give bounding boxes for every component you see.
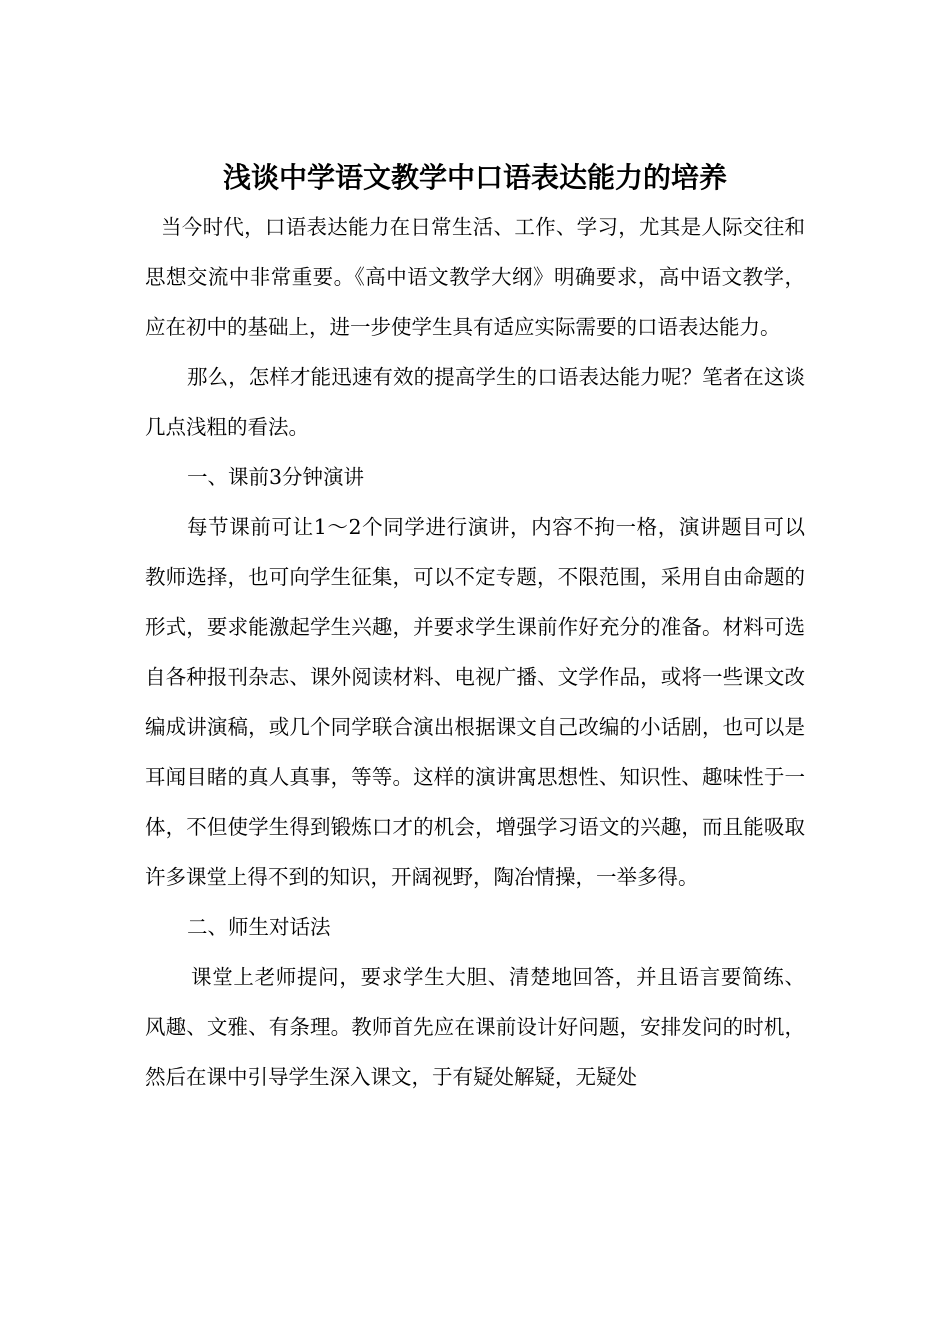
section-heading-1: 一、课前3分钟演讲 [187,465,365,489]
paragraph-speech: 每节课前可让1～2个同学进行演讲，内容不拘一格，演讲题目可以教师选择，也可向学生征集，可以不定专题，不限范围，采用自由命题的形式，要求能激起学生兴趣，并要求学生课前作好充分的准备。材料可选自各种报刊杂志、课外阅读材料、电视广播、文学作品，或将一些课文改编成讲演稿，或几个同学联合演出根据课文自己改编的小话剧，也可以是耳闻目睹的真人真事，等等。这样的演讲寓思想性、知识性、趣味性于一体，不但使学生得到锻炼口才的机会，增强学习语文的兴趣，而且能吸取许多课堂上得不到的知识，开阔视野，陶冶情操，一举多得。 [145,515,805,889]
paragraph-dialogue: 课堂上老师提问，要求学生大胆、清楚地回答，并且语言要简练、风趣、文雅、有条理。教师首先应在课前设计好问题，安排发问的时机，然后在课中引导学生深入课文，于有疑处解疑，无疑处 [145,965,805,1089]
document-title: 浅谈中学语文教学中口语表达能力的培养 [222,161,727,194]
document-body [145,202,805,1102]
paragraph-question: 那么，怎样才能迅速有效的提高学生的口语表达能力呢？笔者在这谈几点浅粗的看法。 [145,365,805,439]
section-heading-2: 二、师生对话法 [187,915,331,939]
paragraph-intro: 当今时代，口语表达能力在日常生活、工作、学习，尤其是人际交往和思想交流中非常重要。《高中语文教学大纲》明确要求，高中语文教学，应在初中的基础上，进一步使学生具有适应实际需要的口语表达能力。 [145,215,805,339]
